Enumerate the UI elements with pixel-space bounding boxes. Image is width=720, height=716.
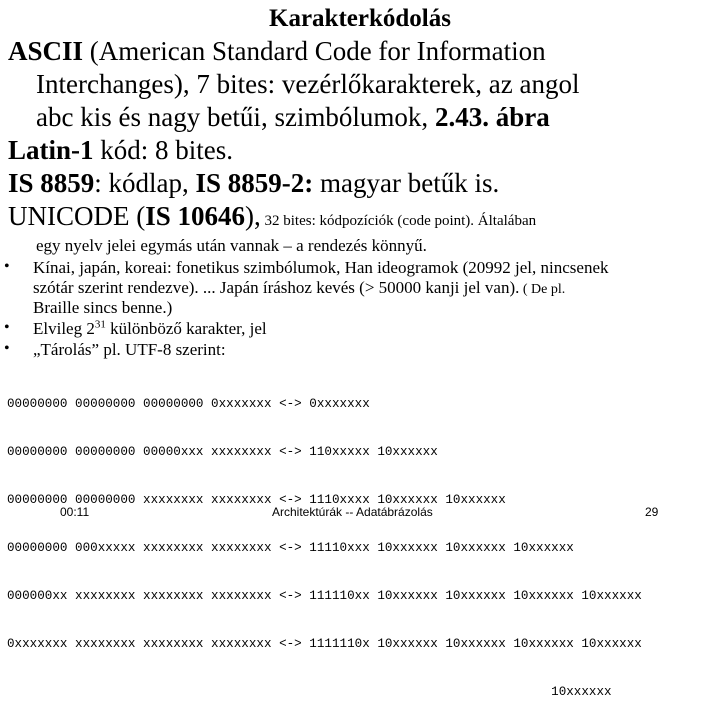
iso8859-line <box>8 167 499 200</box>
utf8-row: 000000xx xxxxxxxx xxxxxxxx xxxxxxxx <-> 111110xx 10xxxxxx 10xxxxxx 10xxxxxx 10xxxxxx <box>7 589 642 603</box>
bullet-2 <box>33 319 267 339</box>
utf8-row: 00000000 00000000 xxxxxxxx xxxxxxxx <-> 1110xxxx 10xxxxxx 10xxxxxx <box>7 493 506 507</box>
unicode-standard: IS 10646 <box>145 201 246 231</box>
ascii-line1-rest: (American Standard Code for Information <box>83 36 546 66</box>
iso8859-lead: IS 8859 <box>8 168 95 198</box>
footer-page-number: 29 <box>645 505 659 519</box>
ascii-line-1 <box>8 35 546 68</box>
bullet-1-line-2 <box>33 278 565 300</box>
bullet-dot: • <box>4 258 10 275</box>
ascii-line-3 <box>36 101 550 134</box>
figure-reference: 2.43. ábra <box>434 102 550 132</box>
unicode-line-2: egy nyelv jelei egymás után vannak – a rendezés könnyű. <box>36 236 427 255</box>
iso8859-rest: magyar betűk is. <box>313 168 500 198</box>
bullet-2-exponent: 31 <box>94 318 106 331</box>
utf8-row: 00000000 00000000 00000000 0xxxxxxx <-> 0xxxxxxx <box>7 397 370 411</box>
footer-course: Architektúrák -- Adatábrázolás <box>272 505 433 519</box>
latin1-lead: Latin-1 <box>8 135 94 165</box>
bullet-dot: • <box>4 340 10 357</box>
bullet-3: „Tárolás” pl. UTF-8 szerint: <box>33 340 226 359</box>
bullet-1-line-3: Braille sincs benne.) <box>33 298 173 317</box>
ascii-lead: ASCII <box>8 36 84 66</box>
utf8-row: 00000000 00000000 00000xxx xxxxxxxx <-> 110xxxxx 10xxxxxx <box>7 445 438 459</box>
ascii-line-2: Interchanges), 7 bites: vezérlőkarakterek, az angol <box>36 69 580 99</box>
ascii-line3-plain: abc kis és nagy betűi, szimbólumok, <box>36 102 435 132</box>
iso8859-2-lead: IS 8859-2: <box>195 168 314 198</box>
bullet-dot: • <box>4 319 10 336</box>
utf8-row: 10xxxxxx <box>7 685 612 699</box>
unicode-desc: 32 bites: kódpozíciók (code point). Általában <box>260 213 537 229</box>
utf8-row: 0xxxxxxx xxxxxxxx xxxxxxxx xxxxxxxx <-> 1111110x 10xxxxxx 10xxxxxx 10xxxxxx 10xxxxxx <box>7 637 642 651</box>
unicode-line-1 <box>8 200 536 238</box>
bullet-1-line-1: Kínai, japán, koreai: fonetikus szimbólumok, Han ideogramok (20992 jel, nincsenek <box>33 258 609 277</box>
iso8859-mid: : kódlap, <box>94 168 196 198</box>
unicode-lead: UNICODE ( <box>8 201 146 231</box>
latin1-rest: kód: 8 bites. <box>93 135 234 165</box>
bullet-2-post: különböző karakter, jel <box>105 319 267 338</box>
latin1-line <box>8 134 233 167</box>
bullet-1-line-2-main: szótár szerint rendezve). ... Japán íráshoz kevés (> 50000 kanji jel van). <box>33 278 520 297</box>
unicode-close: ), <box>245 201 261 231</box>
slide-title: Karakterkódolás <box>269 5 451 32</box>
utf8-table <box>7 364 642 716</box>
bullet-2-pre: Elvileg 2 <box>33 319 95 338</box>
utf8-row: 00000000 000xxxxx xxxxxxxx xxxxxxxx <-> 11110xxx 10xxxxxx 10xxxxxx 10xxxxxx <box>7 541 574 555</box>
bullet-1-line-2-tail: ( De pl. <box>519 282 566 297</box>
footer-time: 00:11 <box>60 505 90 519</box>
